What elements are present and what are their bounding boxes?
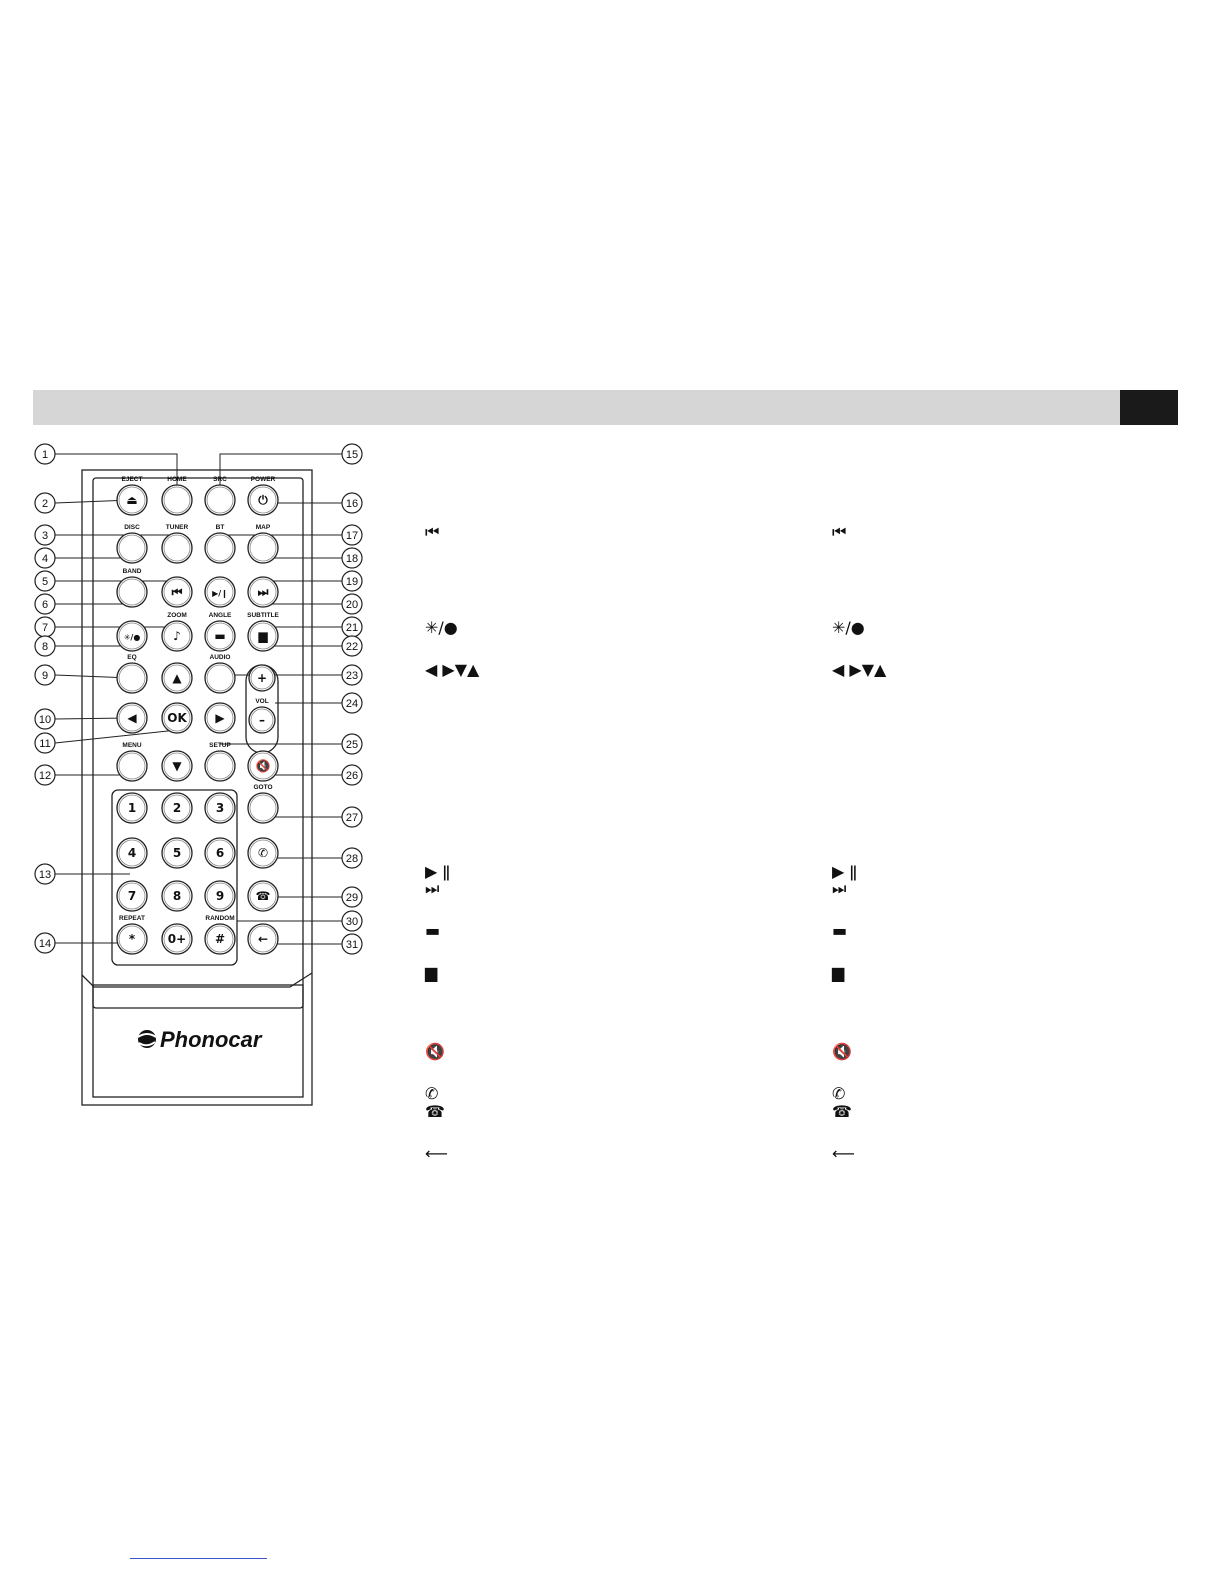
plus-icon: + <box>256 671 268 685</box>
callout-leader-lines <box>55 454 342 944</box>
prev-button[interactable] <box>162 577 192 607</box>
dimmer-icon: ✳/● <box>425 618 458 637</box>
callout-2-number: 2 <box>41 498 49 510</box>
callout-2 <box>35 493 55 513</box>
goto-button[interactable] <box>248 784 278 823</box>
callout-26-number: 26 <box>345 770 359 782</box>
audio-button-shape <box>205 663 235 693</box>
callout-3-number: 3 <box>41 530 49 542</box>
ok-button[interactable] <box>162 703 192 733</box>
callout-14-number: 14 <box>38 938 52 950</box>
callout-17 <box>342 525 362 545</box>
callout-20 <box>342 594 362 614</box>
eq-button[interactable] <box>117 654 147 693</box>
direction-arrows-icon: ◀ ▶▼▲ <box>832 660 887 679</box>
play-pause-icon: ▶/❙ <box>212 589 228 598</box>
callout-28-number: 28 <box>345 853 359 865</box>
eq-button-shape <box>117 663 147 693</box>
subtitle-icon: ▆ <box>832 963 845 982</box>
menu-button-label: MENU <box>122 742 142 749</box>
n1-button[interactable] <box>117 793 147 823</box>
callout-1-number: 1 <box>41 449 49 461</box>
goto-button-shape <box>248 793 278 823</box>
angle-button[interactable] <box>205 612 235 651</box>
tuner-button[interactable] <box>162 524 192 563</box>
callout-16-number: 16 <box>345 498 359 510</box>
callout-31-number: 31 <box>345 939 359 951</box>
src-button-shape <box>205 485 235 515</box>
callout-12-number: 12 <box>38 770 52 782</box>
call-icon: ✆ <box>425 1084 439 1103</box>
goto-button-label: GOTO <box>253 784 273 791</box>
ok-button-glyph: OK <box>167 711 187 725</box>
back-button[interactable] <box>248 924 278 954</box>
callout-15-number: 15 <box>345 449 359 461</box>
callout-16 <box>342 493 362 513</box>
disc-button-label: DISC <box>124 524 140 531</box>
mute-icon: 🔇 <box>255 759 271 773</box>
callout-25-number: 25 <box>345 739 359 751</box>
angle-button-label: ANGLE <box>208 612 232 619</box>
callout-23 <box>342 665 362 685</box>
callout-25 <box>342 734 362 754</box>
remote-control-diagram <box>30 440 375 1110</box>
back-arrow-icon: ⟵ <box>832 1144 855 1163</box>
arrow-left-icon: ◀ <box>127 711 137 725</box>
callout-3 <box>35 525 55 545</box>
callout-8 <box>35 636 55 656</box>
n5-button[interactable] <box>162 838 192 868</box>
down-button[interactable] <box>162 751 192 781</box>
next-track-icon: ⏭ <box>832 879 847 898</box>
n2-button-glyph: 2 <box>172 801 182 815</box>
callout-14 <box>35 933 55 953</box>
angle-icon: ▬ <box>214 629 226 643</box>
n3-button-glyph: 3 <box>215 801 225 815</box>
home-button-shape <box>162 485 192 515</box>
callout-21-number: 21 <box>345 622 359 634</box>
callout-4-number: 4 <box>41 553 49 565</box>
hang-up-icon: ☎ <box>255 889 271 903</box>
home-button[interactable] <box>162 476 192 515</box>
callout-19 <box>342 571 362 591</box>
callout-leader-11 <box>55 730 177 743</box>
eq-button-label: EQ <box>127 654 137 661</box>
setup-button-label: SETUP <box>209 742 231 749</box>
star-button[interactable] <box>117 915 147 954</box>
callout-7 <box>35 617 55 637</box>
map-button-shape <box>248 533 278 563</box>
callout-9-number: 9 <box>41 670 49 682</box>
star-button-glyph: * <box>128 932 136 946</box>
zoom-button[interactable] <box>162 612 192 651</box>
angle-icon: ▬ <box>425 921 441 940</box>
play-pause-icon: ▶ ǁ <box>425 862 451 881</box>
arrow-up-icon: ▲ <box>172 671 182 685</box>
arrow-right-icon: ▶ <box>215 711 225 725</box>
n7-button[interactable] <box>117 881 147 911</box>
callout-8-number: 8 <box>41 641 49 653</box>
hash-button-label: RANDOM <box>205 915 235 922</box>
hash-button-glyph: # <box>214 932 226 946</box>
n1-button-glyph: 1 <box>127 801 137 815</box>
n3-button[interactable] <box>205 793 235 823</box>
home-button-label: HOME <box>167 476 187 483</box>
tuner-button-shape <box>162 533 192 563</box>
hangup-button[interactable] <box>248 881 278 911</box>
callout-31 <box>342 934 362 954</box>
eject-button[interactable] <box>117 476 147 515</box>
callout-20-number: 20 <box>345 599 359 611</box>
callout-29-number: 29 <box>345 892 359 904</box>
callout-22-number: 22 <box>345 641 359 653</box>
back-arrow-icon: ← <box>257 932 269 946</box>
src-button-label: SRC <box>213 476 227 483</box>
callout-11 <box>35 733 55 753</box>
menu-button-shape <box>117 751 147 781</box>
callout-30 <box>342 911 362 931</box>
callout-30-number: 30 <box>345 916 359 928</box>
callout-19-number: 19 <box>345 576 359 588</box>
header-page-tab <box>1120 390 1178 425</box>
direction-arrows-icon: ◀ ▶▼▲ <box>425 660 480 679</box>
previous-track-icon: ⏮ <box>171 585 183 599</box>
n7-button-glyph: 7 <box>127 889 137 903</box>
callout-5 <box>35 571 55 591</box>
callout-6 <box>35 594 55 614</box>
hash-button[interactable] <box>205 915 235 954</box>
callout-28 <box>342 848 362 868</box>
callout-10 <box>35 709 55 729</box>
audio-button-label: AUDIO <box>209 654 231 661</box>
subtitle-button[interactable] <box>247 612 279 651</box>
power-button-label: POWER <box>250 476 276 483</box>
previous-track-icon: ⏮ <box>425 522 440 541</box>
band-button-shape <box>117 577 147 607</box>
right-button[interactable] <box>205 703 235 733</box>
setup-button[interactable] <box>205 742 235 781</box>
up-button[interactable] <box>162 663 192 693</box>
audio-button[interactable] <box>205 654 235 693</box>
back-arrow-icon: ⟵ <box>425 1144 448 1163</box>
callout-12 <box>35 765 55 785</box>
callout-13 <box>35 864 55 884</box>
callout-9 <box>35 665 55 685</box>
subtitle-button-label: SUBTITLE <box>247 612 279 619</box>
n2-button[interactable] <box>162 793 192 823</box>
next-track-icon: ⏭ <box>425 879 440 898</box>
brand-name: Phonocar <box>160 1027 262 1052</box>
disc-button-shape <box>117 533 147 563</box>
callout-29 <box>342 887 362 907</box>
callout-15 <box>342 444 362 464</box>
callout-23-number: 23 <box>345 670 359 682</box>
mute-button[interactable] <box>248 751 278 781</box>
setup-button-shape <box>205 751 235 781</box>
subtitle-icon: ▆ <box>258 629 268 643</box>
vol-label: VOL <box>255 698 269 705</box>
n0-button[interactable] <box>162 924 192 954</box>
music-note-icon: ♪ <box>173 629 181 643</box>
callout-27-number: 27 <box>345 812 359 824</box>
n4-button[interactable] <box>117 838 147 868</box>
n4-button-glyph: 4 <box>127 846 137 860</box>
previous-track-icon: ⏮ <box>832 522 847 541</box>
n6-button[interactable] <box>205 838 235 868</box>
button-layer <box>117 476 280 954</box>
next-button[interactable] <box>248 577 278 607</box>
tuner-button-label: TUNER <box>165 524 189 531</box>
src-button[interactable] <box>205 476 235 515</box>
menu-button[interactable] <box>117 742 147 781</box>
left-button[interactable] <box>117 703 147 733</box>
n9-button-glyph: 9 <box>215 889 225 903</box>
footer-link-line <box>130 1558 267 1559</box>
power-icon: ⏻ <box>258 493 268 507</box>
star-button-label: REPEAT <box>119 915 145 922</box>
n8-button[interactable] <box>162 881 192 911</box>
bt-button-shape <box>205 533 235 563</box>
bt-button[interactable] <box>205 524 235 563</box>
eject-button-label: EJECT <box>121 476 143 483</box>
callout-24 <box>342 693 362 713</box>
mute-icon: 🔇 <box>425 1042 445 1061</box>
dim-button[interactable] <box>117 621 147 651</box>
callout-18-number: 18 <box>345 553 359 565</box>
callout-22 <box>342 636 362 656</box>
call-icon: ✆ <box>257 846 269 860</box>
mute-icon: 🔇 <box>832 1042 852 1061</box>
power-button[interactable] <box>248 476 278 515</box>
map-button-label: MAP <box>255 524 271 531</box>
callout-24-number: 24 <box>345 698 359 710</box>
dimmer-icon: ✳/● <box>123 633 141 642</box>
callout-7-number: 7 <box>41 622 49 634</box>
n8-button-glyph: 8 <box>172 889 182 903</box>
callout-26 <box>342 765 362 785</box>
n0-button-glyph: 0+ <box>167 932 187 946</box>
callout-layer <box>35 444 362 954</box>
playpause-button[interactable] <box>205 577 235 607</box>
callout-11-number: 11 <box>39 738 51 750</box>
band-button-label: BAND <box>122 568 142 575</box>
disc-button[interactable] <box>117 524 147 563</box>
callout-18 <box>342 548 362 568</box>
hang-up-icon: ☎ <box>832 1102 852 1121</box>
next-track-icon: ⏭ <box>257 585 269 599</box>
dimmer-icon: ✳/● <box>832 618 865 637</box>
play-pause-icon: ▶ ǁ <box>832 862 858 881</box>
callout-17-number: 17 <box>345 530 359 542</box>
callout-5-number: 5 <box>41 576 49 588</box>
volup-button[interactable] <box>249 665 275 691</box>
callout-13-number: 13 <box>38 869 52 881</box>
callout-6-number: 6 <box>41 599 49 611</box>
remote-body <box>82 470 312 1105</box>
voldown-button[interactable] <box>249 707 275 733</box>
callout-4 <box>35 548 55 568</box>
callout-1 <box>35 444 55 464</box>
callout-10-number: 10 <box>38 714 52 726</box>
hang-up-icon: ☎ <box>425 1102 445 1121</box>
header-band <box>33 390 1120 425</box>
arrow-down-icon: ▼ <box>172 759 182 773</box>
n6-button-glyph: 6 <box>215 846 225 860</box>
minus-icon: – <box>259 713 265 727</box>
subtitle-icon: ▆ <box>425 963 438 982</box>
n9-button[interactable] <box>205 881 235 911</box>
n5-button-glyph: 5 <box>172 846 182 860</box>
map-button[interactable] <box>248 524 278 563</box>
angle-icon: ▬ <box>832 921 848 940</box>
brand-logo <box>138 1027 263 1052</box>
band-button[interactable] <box>117 568 147 607</box>
callout-21 <box>342 617 362 637</box>
bt-button-label: BT <box>215 524 225 531</box>
zoom-button-label: ZOOM <box>167 612 187 619</box>
call-button[interactable] <box>248 838 278 868</box>
call-icon: ✆ <box>832 1084 846 1103</box>
eject-icon: ⏏ <box>126 493 138 507</box>
callout-27 <box>342 807 362 827</box>
